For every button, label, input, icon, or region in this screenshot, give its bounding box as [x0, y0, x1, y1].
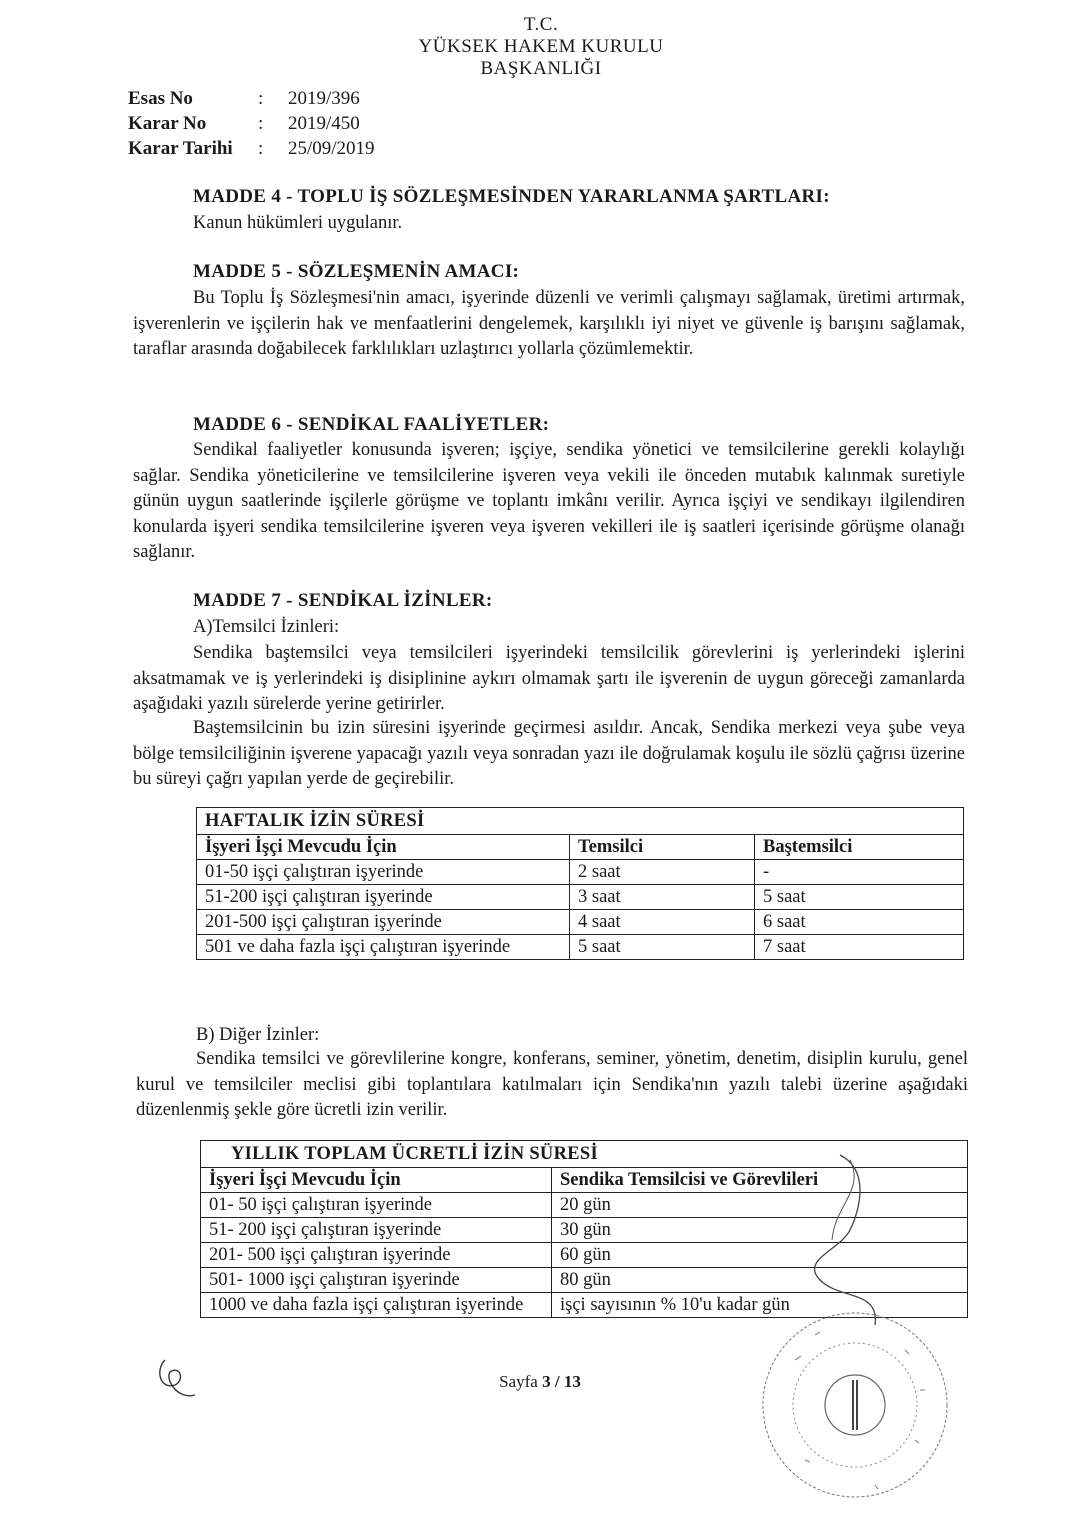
- madde7-text-a2: Baştemsilcinin bu izin süresini işyerinde geçirmesi asıldır. Ancak, Sendika merkezi veya şube veya bölge temsilciliğinin işverene yapacağı yazılı veya sonradan yazı ile doğrulamak koşulu ile sözlü çağrısı üzerine bu süreyi çağrı yapılan yerde de geçirebilir.: [133, 718, 965, 789]
- karar-row: [128, 111, 375, 136]
- table-cell: 4 saat: [570, 910, 755, 935]
- madde7-text-b: Sendika temsilci ve görevlilerine kongre, konferans, seminer, yönetim, denetim, disiplin kurulu, genel kurul ve temsilciler meclisi gibi toplantılara katılmaları için Sendika'nın yazılı talebi üzerine aşağıdaki düzenlenmiş şekle göre ücretli izin verilir.: [136, 1049, 968, 1120]
- table-header-row: [197, 835, 964, 860]
- madde5-text: Bu Toplu İş Sözleşmesi'nin amacı, işyerinde düzenli ve verimli çalışmayı sağlamak, üretimi artırmak, işverenlerin ve işçilerin hak ve menfaatlerini dengelemek, karşılıklı iyi niyet ve güvenle iş barışını sağlamak, taraflar arasında doğabilecek farklılıkları uzlaştırıcı yollarla çözümlemektir.: [133, 288, 965, 359]
- table-cell: 01-50 işçi çalıştıran işyerinde: [197, 860, 570, 885]
- table-row: [197, 885, 964, 910]
- esas-label: Esas No: [128, 88, 193, 109]
- table-cell: işçi sayısının % 10'u kadar gün: [552, 1293, 968, 1318]
- table-title: HAFTALIK İZİN SÜRESİ: [197, 808, 964, 835]
- weekly-leave-table: [196, 807, 964, 960]
- madde6-heading: MADDE 6 - SENDİKAL FAALİYETLER:: [193, 414, 550, 435]
- table-cell: 501 ve daha fazla işçi çalıştıran işyerinde: [197, 935, 570, 960]
- madde7-heading: MADDE 7 - SENDİKAL İZİNLER:: [193, 590, 493, 611]
- madde6-text: Sendikal faaliyetler konusunda işveren; işçiye, sendika yönetici ve temsilcilerine gerekli kolaylığı sağlar. Sendika yöneticilerine ve temsilcilerine işveren veya vekili ile önceden mutabık kalınmak suretiyle günün uygun saatlerinde işçilerle görüşme ve toplantı imkânı verilir. Ayrıca işçiyi ve sendikayı ilgilendiren konularda işyeri sendika temsilcilerine işveren veya işveren vekilleri ile iş saatleri içerisinde görüşme olanağı sağlanır.: [133, 440, 965, 562]
- table-cell: 201-500 işçi çalıştıran işyerinde: [197, 910, 570, 935]
- madde7-sub-b: B) Diğer İzinler:: [196, 1025, 320, 1045]
- table-cell: 60 gün: [552, 1243, 968, 1268]
- document-header: [0, 14, 1080, 80]
- colon: :: [258, 113, 264, 134]
- colon: :: [258, 138, 264, 159]
- table-cell: 3 saat: [570, 885, 755, 910]
- table-cell: 1000 ve daha fazla işçi çalıştıran işyerinde: [201, 1293, 552, 1318]
- col-header: İşyeri İşçi Mevcudu İçin: [201, 1168, 552, 1193]
- table-cell: 5 saat: [755, 885, 964, 910]
- esas-value: 2019/396: [288, 88, 360, 109]
- table-cell: 51- 200 işçi çalıştıran işyerinde: [201, 1218, 552, 1243]
- page-current: 3: [542, 1372, 551, 1391]
- official-stamp: [755, 1300, 955, 1510]
- col-header: Sendika Temsilcisi ve Görevlileri: [552, 1168, 968, 1193]
- table-row: [197, 935, 964, 960]
- page-footer: [0, 1372, 1080, 1392]
- table-cell: 80 gün: [552, 1268, 968, 1293]
- madde4-heading: MADDE 4 - TOPLU İŞ SÖZLEŞMESİNDEN YARARLANMA ŞARTLARI:: [193, 186, 830, 207]
- table-cell: -: [755, 860, 964, 885]
- tarih-value: 25/09/2019: [288, 138, 375, 159]
- table-cell: 201- 500 işçi çalıştıran işyerinde: [201, 1243, 552, 1268]
- karar-value: 2019/450: [288, 113, 360, 134]
- tarih-label: Karar Tarihi: [128, 138, 233, 159]
- madde4-text: Kanun hükümleri uygulanır.: [193, 213, 403, 233]
- page-separator: /: [554, 1372, 560, 1391]
- madde7-sub-a: A)Temsilci İzinleri:: [193, 617, 340, 637]
- header-office: BAŞKANLIĞI: [480, 58, 602, 79]
- table-cell: 501- 1000 işçi çalıştıran işyerinde: [201, 1268, 552, 1293]
- table-cell: 5 saat: [570, 935, 755, 960]
- table-cell: 30 gün: [552, 1218, 968, 1243]
- table-cell: 6 saat: [755, 910, 964, 935]
- madde7-text-a1: Sendika baştemsilci veya temsilcileri işyerindeki temsilcilik görevlerini iş yerlerindeki işlerini aksatmamak ve iş yerlerindeki iş disiplinine aykırı olmamak şartı ile işverenin de uygun göreceği zamanlarda aşağıdaki yazılı sürelerde yerine getirirler.: [133, 643, 965, 714]
- case-metadata: [128, 86, 375, 161]
- esas-row: [128, 86, 375, 111]
- page-label: Sayfa: [499, 1372, 538, 1391]
- tarih-row: [128, 136, 375, 161]
- colon: :: [258, 88, 264, 109]
- header-tc: T.C.: [523, 14, 559, 35]
- header-institution: YÜKSEK HAKEM KURULU: [418, 36, 664, 57]
- col-header: Baştemsilci: [755, 835, 964, 860]
- table-title: YILLIK TOPLAM ÜCRETLİ İZİN SÜRESİ: [201, 1141, 968, 1168]
- weekly-leave-grid: [196, 807, 964, 960]
- col-header: Temsilci: [570, 835, 755, 860]
- table-cell: 7 saat: [755, 935, 964, 960]
- col-header: İşyeri İşçi Mevcudu İçin: [197, 835, 570, 860]
- table-cell: 51-200 işçi çalıştıran işyerinde: [197, 885, 570, 910]
- karar-label: Karar No: [128, 113, 207, 134]
- madde5-heading: MADDE 5 - SÖZLEŞMENİN AMACI:: [193, 261, 520, 282]
- table-row: [197, 860, 964, 885]
- table-cell: 20 gün: [552, 1193, 968, 1218]
- table-row: [197, 910, 964, 935]
- table-cell: 2 saat: [570, 860, 755, 885]
- table-cell: 01- 50 işçi çalıştıran işyerinde: [201, 1193, 552, 1218]
- page-total: 13: [563, 1372, 581, 1391]
